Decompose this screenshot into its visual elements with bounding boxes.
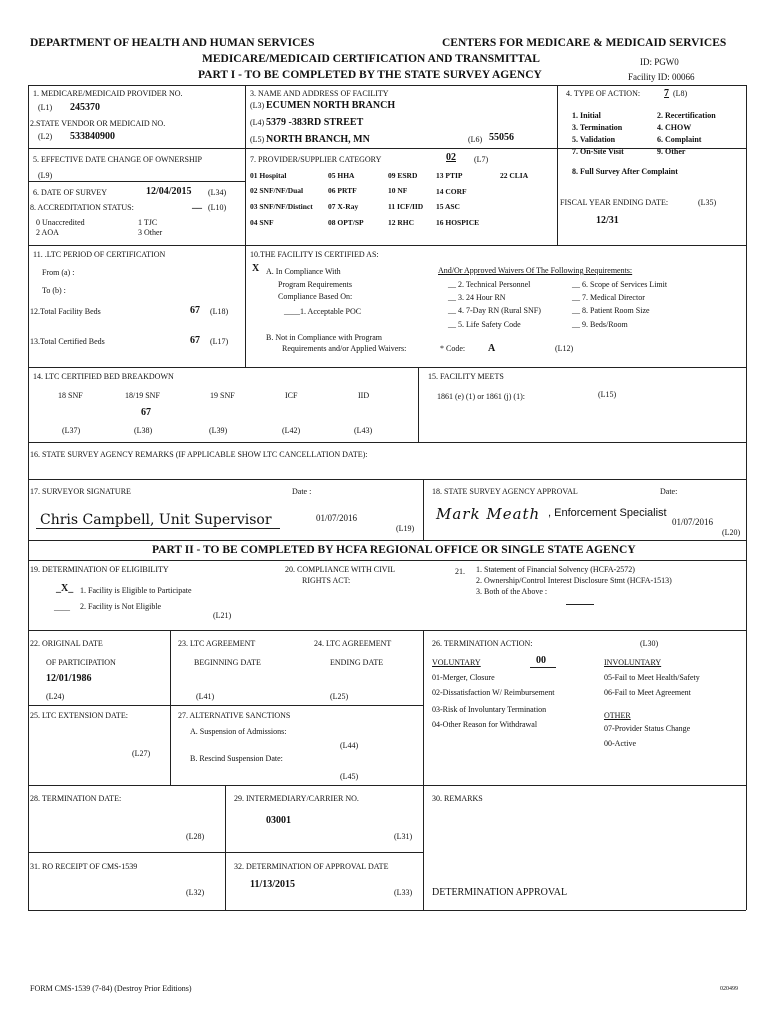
cat-09: 09 ESRD (388, 171, 418, 180)
beginning-date-label: BEGINNING DATE (194, 658, 261, 667)
vendor-no-value: 533840900 (70, 131, 115, 142)
provider-category-label: 7. PROVIDER/SUPPLIER CATEGORY (250, 155, 382, 164)
l15-code: (L15) (598, 390, 617, 399)
action-opt-6: 6. Complaint (657, 135, 702, 144)
waiver-7: __ 7. Medical Director (572, 293, 645, 302)
certified-as-label: 10.THE FACILITY IS CERTIFIED AS: (250, 250, 379, 259)
l43-code: (L43) (354, 426, 373, 435)
code-value: A (488, 343, 496, 354)
l24-code: (L24) (46, 692, 65, 701)
rule-row6 (28, 442, 746, 443)
termination-action-value: 00 (536, 655, 546, 666)
item21-opt-1: 1. Statement of Financial Solvency (HCFA-2572) (476, 565, 635, 574)
fiscal-year-label: FISCAL YEAR ENDING DATE: (560, 198, 669, 207)
participation-label: OF PARTICIPATION (46, 658, 116, 667)
rule-row3 (28, 181, 245, 182)
bed-1819snf-value: 67 (141, 407, 151, 418)
l6-code: (L6) (468, 135, 483, 144)
action-opt-3: 3. Termination (572, 123, 623, 132)
original-date-label: 22. ORIGINAL DATE (30, 639, 103, 648)
eligibility-label: 19. DETERMINATION OF ELIGIBILITY (30, 565, 169, 574)
termination-date-label: 28. TERMINATION DATE: (30, 794, 122, 803)
other-reason-2: 00-Active (604, 739, 636, 748)
vol-reason-2: 02-Dissatisfaction W/ Reimbursement (432, 688, 555, 697)
rule-row9 (28, 560, 746, 561)
agency-approval-date-value: 01/07/2016 (672, 517, 714, 527)
ltc-bed-breakdown-label: 14. LTC CERTIFIED BED BREAKDOWN (33, 372, 174, 381)
cat-08: 08 OPT/SP (328, 218, 364, 227)
rule-row13 (28, 852, 423, 853)
type-of-action-value: 7 (664, 88, 669, 99)
waiver-6: __ 6. Scope of Services Limit (572, 280, 668, 289)
cat-22: 22 CLIA (500, 171, 529, 180)
l19-code: (L19) (396, 524, 415, 533)
not-in-compliance-label: B. Not in Compliance with Program (266, 333, 382, 342)
rule-v-26 (423, 630, 424, 785)
ltc-to-label: To (b) : (42, 286, 66, 295)
provider-category-value: 02 (446, 152, 456, 163)
centers-title: CENTERS FOR MEDICARE & MEDICAID SERVICES (442, 37, 727, 49)
waivers-title: And/Or Approved Waivers Of The Following Requirements: (438, 266, 633, 275)
l3-code: (L3) (250, 101, 265, 110)
action-opt-4: 4. CHOW (657, 123, 692, 132)
l9-code: (L9) (38, 171, 53, 180)
bed-col-icf: ICF (285, 391, 298, 400)
rule-v-17 (423, 479, 424, 540)
l38-code: (L38) (134, 426, 153, 435)
vol-reason-3: 03-Risk of Involuntary Termination (432, 705, 547, 714)
voluntary-label: VOLUNTARY (432, 658, 481, 667)
l34-code: (L34) (208, 188, 227, 197)
cat-14: 14 CORF (436, 187, 467, 196)
l5-code: (L5) (250, 135, 265, 144)
applied-waivers-label: Requirements and/or Applied Waivers: (282, 344, 407, 353)
facility-id: Facility ID: 00066 (628, 72, 695, 82)
item21-opt-2: 2. Ownership/Control Interest Disclosure Stmt (HCFA-1513) (476, 576, 672, 585)
l32-code: (L32) (186, 888, 205, 897)
l35-code: (L35) (698, 198, 717, 207)
ownership-change-label: 5. EFFECTIVE DATE CHANGE OF OWNERSHIP (33, 155, 202, 164)
l1-code: (L1) (38, 103, 53, 112)
l21-code: (L21) (213, 611, 232, 620)
cat-05: 05 HHA (328, 171, 355, 180)
form-code: 020499 (720, 986, 738, 992)
l42-code: (L42) (282, 426, 301, 435)
part1-title: PART I - TO BE COMPLETED BY THE STATE SURVEY AGENCY (198, 69, 542, 81)
ltc-from-label: From (a) : (42, 268, 75, 277)
ltc-agreement-end-label: 24. LTC AGREEMENT (314, 639, 392, 648)
rule-v-30 (423, 785, 424, 910)
surveyor-signature-line (36, 528, 280, 529)
involuntary-label: INVOLUNTARY (604, 658, 662, 667)
rule-bottom (28, 910, 746, 911)
facility-name-label: 3. NAME AND ADDRESS OF FACILITY (250, 89, 389, 98)
cat-01: 01 Hospital (250, 171, 287, 180)
form-number: FORM CMS-1539 (7-84) (Destroy Prior Editions) (30, 984, 192, 993)
facility-zip-value: 55056 (489, 132, 514, 143)
approver-title: , Enforcement Specialist (548, 507, 667, 519)
total-beds-label: 12.Total Facility Beds (30, 307, 101, 316)
surveyor-date-label: Date : (292, 487, 312, 496)
l45-code: (L45) (340, 772, 359, 781)
action-opt-7: 7. On-Site Visit (572, 147, 624, 156)
waiver-8: __ 8. Patient Room Size (572, 306, 650, 315)
provider-no-label: 1. MEDICARE/MEDICAID PROVIDER NO. (33, 89, 183, 98)
action-opt-9: 9. Other (657, 147, 686, 156)
l27-code: (L27) (132, 749, 151, 758)
accred-opt-1: 1 TJC (138, 218, 158, 227)
rule-row8 (28, 540, 746, 541)
bed-col-18snf: 18 SNF (58, 391, 83, 400)
l33-code: (L33) (394, 888, 413, 897)
surveyor-date-value: 01/07/2016 (316, 513, 358, 523)
compliance-based-label: Compliance Based On: (278, 292, 353, 301)
l18-code: (L18) (210, 307, 229, 316)
accreditation-label: 8. ACCREDITATION STATUS: (30, 203, 134, 212)
item21-blank-line (566, 604, 594, 605)
l17-code: (L17) (210, 337, 229, 346)
l20-code: (L20) (722, 528, 741, 537)
waiver-5: __ 5. Life Safety Code (448, 320, 521, 329)
waiver-9: __ 9. Beds/Room (572, 320, 628, 329)
action-opt-8: 8. Full Survey After Complaint (572, 167, 678, 176)
action-opt-1: 1. Initial (572, 111, 601, 120)
l31-code: (L31) (394, 832, 413, 841)
termination-value-line (530, 667, 556, 668)
provider-no-value: 245370 (70, 102, 100, 113)
agency-remarks-label: 16. STATE SURVEY AGENCY REMARKS (IF APPLICABLE SHOW LTC CANCELLATION DATE): (30, 450, 368, 459)
waiver-3: __ 3. 24 Hour RN (448, 293, 506, 302)
l39-code: (L39) (209, 426, 228, 435)
ending-date-label: ENDING DATE (330, 658, 384, 667)
total-beds-value: 67 (190, 305, 200, 316)
other-reason-1: 07-Provider Status Change (604, 724, 691, 733)
rule-row7 (28, 479, 746, 480)
approval-date-label: 32. DETERMINATION OF APPROVAL DATE (234, 862, 389, 871)
l12-code: (L12) (555, 344, 574, 353)
acceptable-poc-label: ____1. Acceptable POC (284, 307, 362, 316)
certified-beds-value: 67 (190, 335, 200, 346)
rule-v-23 (170, 630, 171, 785)
not-eligible-option: 2. Facility is Not Eligible (80, 602, 162, 611)
original-date-value: 12/01/1986 (46, 673, 92, 684)
part2-title: PART II - TO BE COMPLETED BY HCFA REGIONAL OFFICE OR SINGLE STATE AGENCY (152, 544, 636, 556)
rule-v-right (557, 85, 558, 245)
survey-date-value: 12/04/2015 (146, 186, 192, 197)
program-requirements-label: Program Requirements (278, 280, 352, 289)
compliance-a-label: A. In Compliance With (266, 267, 341, 276)
rule-top (28, 85, 746, 86)
rule-row11 (28, 705, 423, 706)
cat-04: 04 SNF (250, 218, 274, 227)
cat-07: 07 X-Ray (328, 202, 359, 211)
vol-reason-4: 04-Other Reason for Withdrawal (432, 720, 538, 729)
accred-opt-2: 2 AOA (36, 228, 59, 237)
rule-row4 (28, 245, 746, 246)
bed-col-1819snf: 18/19 SNF (125, 391, 160, 400)
ltc-period-label: 11. .LTC PERIOD OF CERTIFICATION (33, 250, 166, 259)
l8-code: (L8) (673, 89, 688, 98)
facility-meets-text: 1861 (e) (1) or 1861 (j) (1): (437, 392, 525, 401)
l7-code: (L7) (474, 155, 489, 164)
accred-opt-3: 3 Other (138, 228, 163, 237)
ltc-agreement-begin-label: 23. LTC AGREEMENT (178, 639, 256, 648)
agency-approval-label: 18. STATE SURVEY AGENCY APPROVAL (432, 487, 578, 496)
l37-code: (L37) (62, 426, 81, 435)
cat-13: 13 PTIP (436, 171, 463, 180)
survey-id: ID: PGW0 (640, 57, 679, 67)
l30-code: (L30) (640, 639, 659, 648)
l28-code: (L28) (186, 832, 205, 841)
agency-approval-date-label: Date: (660, 487, 678, 496)
l4-code: (L4) (250, 118, 265, 127)
rule-left-border (28, 85, 29, 910)
cat-11: 11 ICF/IID (388, 202, 424, 211)
ro-receipt-label: 31. RO RECEIPT OF CMS-1539 (30, 862, 138, 871)
surveyor-signature-label: 17. SURVEYOR SIGNATURE (30, 487, 131, 496)
not-eligible-blank: ____ (54, 603, 70, 612)
rule-v-mid (245, 245, 246, 367)
fiscal-year-value: 12/31 (596, 215, 619, 226)
l41-code: (L41) (196, 692, 215, 701)
cat-10: 10 NF (388, 186, 408, 195)
department-title: DEPARTMENT OF HEALTH AND HUMAN SERVICES (30, 37, 315, 49)
vol-reason-1: 01-Merger, Closure (432, 673, 495, 682)
rule-row12 (28, 785, 746, 786)
eligible-option: 1. Facility is Eligible to Participate (80, 586, 192, 595)
rule-row5 (28, 367, 746, 368)
facility-city-value: NORTH BRANCH, MN (266, 134, 370, 145)
cat-16: 16 HOSPICE (436, 218, 480, 227)
eligible-mark: _X_ (56, 583, 74, 594)
code-label: * Code: (440, 344, 466, 353)
cat-06: 06 PRTF (328, 186, 357, 195)
action-opt-5: 5. Validation (572, 135, 616, 144)
cat-12: 12 RHC (388, 218, 415, 227)
facility-meets-label: 15. FACILITY MEETS (428, 372, 504, 381)
rule-right-border (746, 85, 747, 910)
other-label: OTHER (604, 711, 631, 720)
cat-03: 03 SNF/NF/Distinct (250, 202, 313, 211)
facility-name-value: ECUMEN NORTH BRANCH (266, 100, 396, 111)
survey-date-label: 6. DATE OF SURVEY (33, 188, 108, 197)
item21-label: 21. (455, 567, 465, 576)
intermediary-value: 03001 (266, 815, 291, 826)
rule-v-14 (418, 367, 419, 442)
intermediary-label: 29. INTERMEDIARY/CARRIER NO. (234, 794, 359, 803)
form-title: MEDICARE/MEDICAID CERTIFICATION AND TRANSMITTAL (202, 53, 540, 65)
type-of-action-label: 4. TYPE OF ACTION: (566, 89, 641, 98)
waiver-4: __ 4. 7-Day RN (Rural SNF) (448, 306, 541, 315)
item21-opt-3: 3. Both of the Above : (476, 587, 548, 596)
approval-date-value: 11/13/2015 (250, 879, 296, 890)
rule-v-29 (225, 785, 226, 910)
civil-rights-label-1: 20. COMPLIANCE WITH CIVIL (285, 565, 396, 574)
bed-col-19snf: 19 SNF (210, 391, 235, 400)
cat-02: 02 SNF/NF/Dual (250, 186, 304, 195)
invol-reason-2: 06-Fail to Meet Agreement (604, 688, 691, 697)
approver-signature: Mark Meath (436, 505, 541, 523)
ltc-extension-label: 25. LTC EXTENSION DATE: (30, 711, 128, 720)
rule-v-left (245, 85, 246, 245)
l10-code: (L10) (208, 203, 227, 212)
accred-opt-0: 0 Unaccredited (36, 218, 85, 227)
determination-approval: DETERMINATION APPROVAL (432, 887, 568, 898)
l44-code: (L44) (340, 741, 359, 750)
civil-rights-label-2: RIGHTS ACT: (302, 576, 351, 585)
invol-reason-1: 05-Fail to Meet Health/Safety (604, 673, 700, 682)
l2-code: (L2) (38, 132, 53, 141)
waiver-2: __ 2. Technical Personnel (448, 280, 531, 289)
suspension-admissions-label: A. Suspension of Admissions: (190, 727, 287, 736)
termination-action-label: 26. TERMINATION ACTION: (432, 639, 533, 648)
surveyor-signature: Chris Campbell, Unit Supervisor (40, 512, 272, 528)
remarks-label: 30. REMARKS (432, 794, 483, 803)
action-opt-2: 2. Recertification (657, 111, 716, 120)
facility-street-value: 5379 -383RD STREET (266, 117, 364, 128)
rule-row10 (28, 630, 746, 631)
certified-beds-label: 13.Total Certified Beds (30, 337, 105, 346)
compliance-mark: X (252, 263, 260, 274)
accreditation-value: __ (192, 199, 202, 210)
rule-row2 (28, 148, 746, 149)
l25-code: (L25) (330, 692, 349, 701)
rescind-suspension-label: B. Rescind Suspension Date: (190, 754, 283, 763)
cat-15: 15 ASC (436, 202, 460, 211)
bed-col-iid: IID (358, 391, 370, 400)
alt-sanctions-label: 27. ALTERNATIVE SANCTIONS (178, 711, 291, 720)
vendor-no-label: 2.STATE VENDOR OR MEDICAID NO. (30, 119, 166, 128)
